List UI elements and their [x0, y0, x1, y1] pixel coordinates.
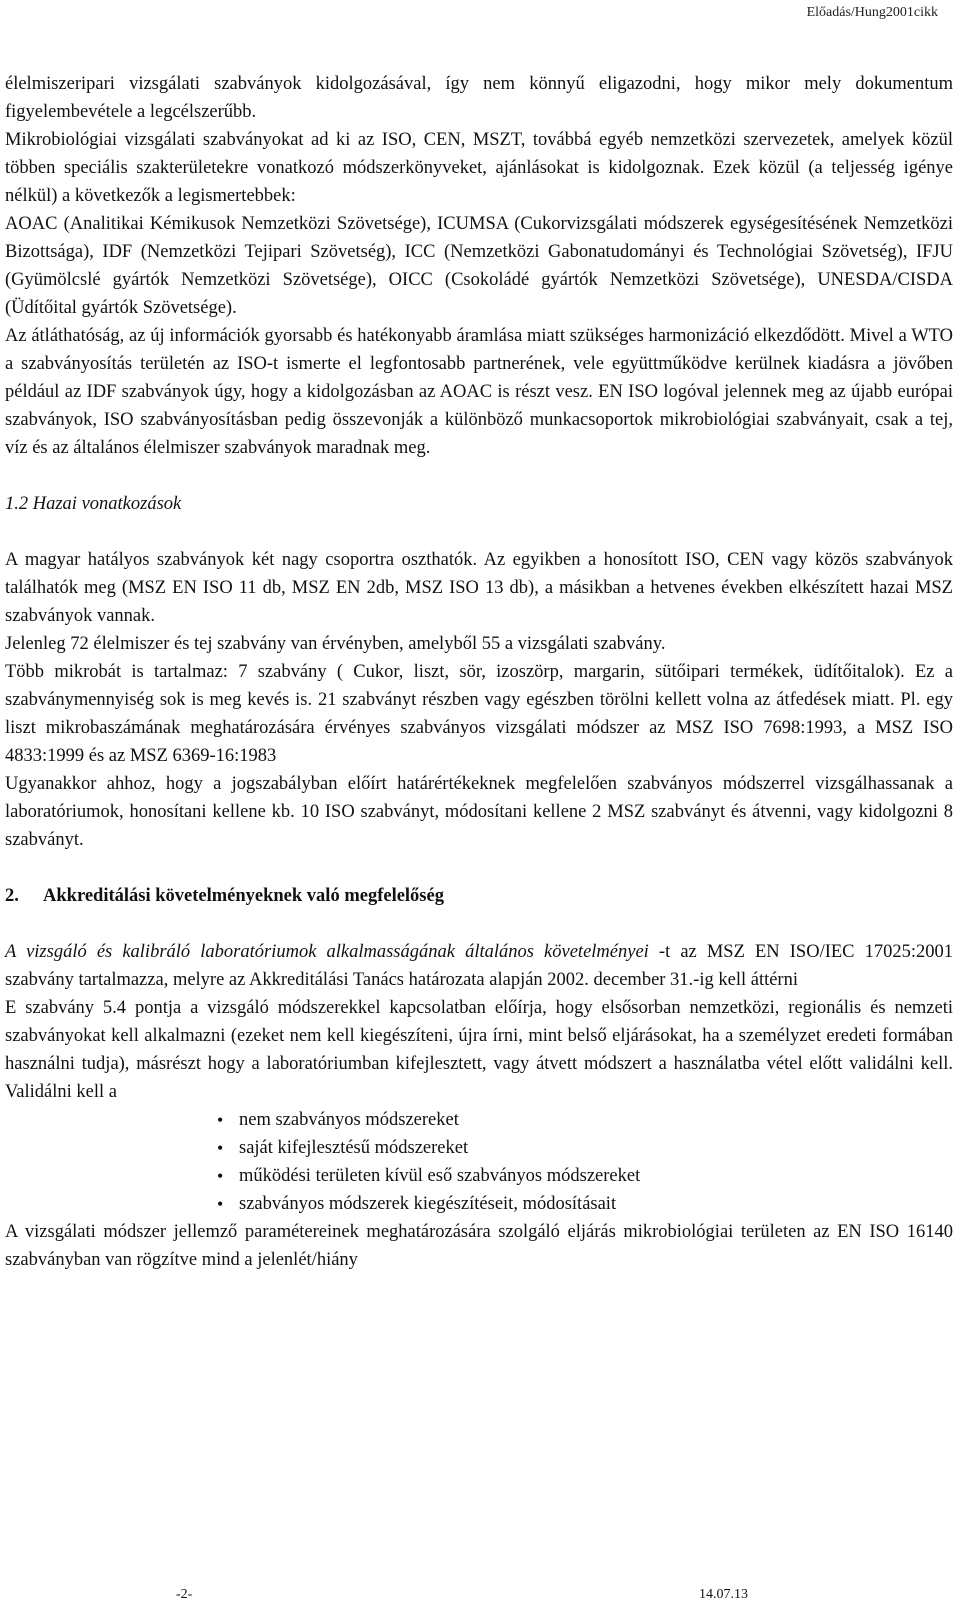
bullet-list [5, 1106, 953, 1218]
paragraph: AOAC (Analitikai Kémikusok Nemzetközi Szövetsége), ICUMSA (Cukorvizsgálati módszerek egységesítésének Nemzetközi Bizottsága), IDF (Nemzetközi Tejipari Szövetség), ICC (Nemzetközi Gabonatudományi és Technológiai Szövetség), IFJU (Gyümölcslé gyártók Nemzetközi Szövetsége), OICC (Csokoládé gyártók Nemzetközi Szövetsége), UNESDA/CISDA (Üdítőital gyártók Szövetsége). [5, 214, 953, 318]
footer-date: 14.07.13 [699, 1587, 748, 1602]
paragraph: Az átláthatóság, az új információk gyorsabb és hatékonyabb áramlása miatt szükséges harmonizáció elkezdődött. Mivel a WTO a szabványosítás területén az ISO-t ismerte el legfontosabb partnerének, vele együttműködve kerülnek kiadásra a jövőben például az IDF szabványok úgy, hogy a kidolgozásban az AOAC is részt vesz. EN ISO logóval jelennek meg az újabb európai szabványok, ISO szabványosításban pedig összevonják a különböző munkacsoportok mikrobiológiai szabványait, csak a tej, víz és az általános élelmiszer szabványok maradnak meg. [5, 326, 953, 458]
section-title: Akkreditálási követelményeknek való megfelelőség [43, 886, 444, 906]
section-heading-1-2: 1.2 Hazai vonatkozások [5, 494, 182, 514]
paragraph: E szabvány 5.4 pontja a vizsgáló módszerekkel kapcsolatban előírja, hogy elsősorban nemzetközi, regionális és nemzeti szabványokat kell alkalmazni (ezeket nem kell kiegészíteni, újra írni, mint belső eljárásokat, ha a személyzet eredeti formában használni tudja), másrészt hogy a laboratóriumban kifejlesztett, vagy átvett módszert a használatba vétel előtt validálni kell. Validálni kell a [5, 998, 953, 1102]
paragraph: Ugyanakkor ahhoz, hogy a jogszabályban előírt határértékeknek megfelelően szabványos módszerrel vizsgálhassanak a laboratóriumok, honosítani kellene kb. 10 ISO szabványt, módosítani kellene 2 MSZ szabványt és átvenni, vagy kidolgozni 8 szabványt. [5, 774, 953, 850]
section-heading-2 [5, 882, 953, 910]
paragraph: Jelenleg 72 élelmiszer és tej szabvány van érvényben, amelyből 55 a vizsgálati szabvány. [5, 634, 666, 654]
paragraph [5, 938, 953, 994]
italic-title: A vizsgáló és kalibráló laboratóriumok alkalmasságának általános követelményei [5, 942, 649, 962]
paragraph: Több mikrobát is tartalmaz: 7 szabvány ( Cukor, liszt, sör, izoszörp, margarin, sütőipari termékek, üdítőitalok). Ez a szabványmennyiség sok is meg kevés is. 21 szabványt részben vagy egészben törölni kellett volna az átfedések miatt. Pl. egy liszt mikrobaszámának meghatározására érvényes szabványos vizsgálati módszer az MSZ ISO 7698:1993, a MSZ ISO 4833:1999 és az MSZ 6369-16:1983 [5, 662, 953, 766]
paragraph: A vizsgálati módszer jellemző paramétereinek meghatározására szolgáló eljárás mikrobiológiai területen az EN ISO 16140 szabványban van rögzítve mind a jelenlét/hiány [5, 1222, 953, 1270]
list-item: • saját kifejlesztésű módszereket [5, 1134, 953, 1162]
paragraph: élelmiszeripari vizsgálati szabványok kidolgozásával, így nem könnyű eligazodni, hogy mikor mely dokumentum figyelembevétele a legcélszerűbb. [5, 74, 953, 122]
page-number: -2- [176, 1587, 193, 1602]
document-header: Előadás/Hung2001cikk [806, 5, 938, 20]
list-item: • nem szabványos módszereket [5, 1106, 953, 1134]
list-item: • működési területen kívül eső szabványos módszereket [5, 1162, 953, 1190]
paragraph: A magyar hatályos szabványok két nagy csoportra oszthatók. Az egyikben a honosított ISO, CEN vagy közös szabványok találhatók meg (MSZ EN ISO 11 db, MSZ EN 2db, MSZ ISO 13 db), a másikban a hetvenes években elkészített hazai MSZ szabványok vannak. [5, 550, 953, 626]
paragraph: Mikrobiológiai vizsgálati szabványokat ad ki az ISO, CEN, MSZT, továbbá egyéb nemzetközi szervezetek, amelyek közül többen speciális szakterületekre vonatkozó módszerkönyveket, ajánlásokat is kidolgoznak. Ezek közül (a teljesség igénye nélkül) a következők a legismertebbek: [5, 130, 953, 206]
section-number: 2. [5, 886, 19, 906]
list-item: • szabványos módszerek kiegészítéseit, módosításait [5, 1190, 953, 1218]
page-body [5, 70, 953, 1274]
intro-text: -t az MSZ EN ISO/IEC 17025:2001 szabvány tartalmazza, melyre az Akkreditálási Tanács határozata alapján 2002. december 31.-ig kell áttérni [5, 942, 954, 990]
